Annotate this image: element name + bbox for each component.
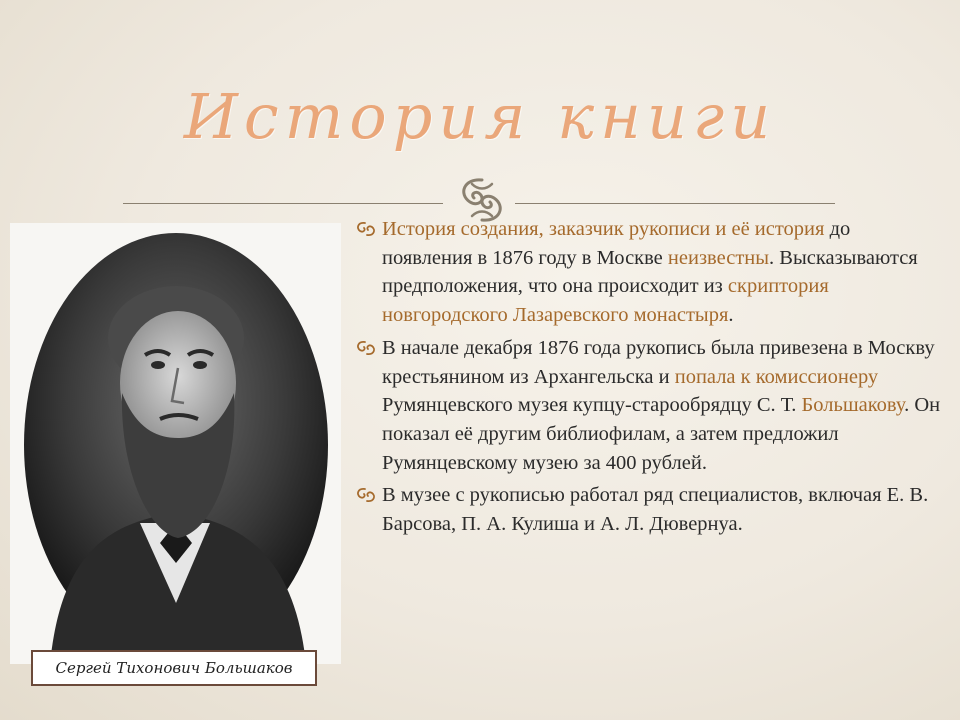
bullet-item	[354, 481, 944, 538]
bullet-list	[354, 215, 944, 543]
inline-link[interactable]: скриптория новгородского Лазаревского монастыря	[382, 275, 829, 327]
bullet-text: Румянцевского музея купцу-старообрядцу С. Т.	[382, 394, 802, 417]
bullet-text: . Он показал её другим библиофилам, а затем предложил Румянцевскому музею за 400 рублей.	[382, 394, 941, 474]
slide-title: История книги	[183, 80, 777, 153]
bullet-text: В начале декабря 1876 года рукопись была привезена в Москву крестьянином из Архангельска и	[382, 336, 935, 388]
inline-link[interactable]: Большакову	[801, 394, 905, 417]
title-rule-left	[123, 203, 443, 204]
bullet-text: . Высказываются предположения, что она происходит из	[382, 246, 918, 298]
ornamental-bullet-icon	[354, 219, 378, 239]
portrait-caption: Сергей Тихонович Большаков	[31, 650, 317, 686]
title-rule-right	[515, 203, 835, 204]
inline-link[interactable]: попала к комиссионеру	[674, 365, 879, 388]
bullet-text: до появления в 1876 году в Москве	[382, 218, 851, 269]
bullet-text: .	[728, 304, 734, 327]
bullet-text: В музее с рукописью работал ряд специалистов, включая Е. В. Барсова, П. А. Кулиша и А. Л. Дювернуа.	[382, 484, 929, 536]
portrait-photo	[10, 223, 341, 664]
ornamental-bullet-icon	[354, 338, 378, 358]
bullet-item	[354, 215, 944, 330]
inline-link[interactable]: неизвестны	[667, 246, 770, 269]
ornamental-bullet-icon	[354, 485, 378, 505]
bullet-item	[354, 334, 944, 478]
inline-link[interactable]: История создания, заказчик рукописи и её история	[382, 218, 825, 240]
